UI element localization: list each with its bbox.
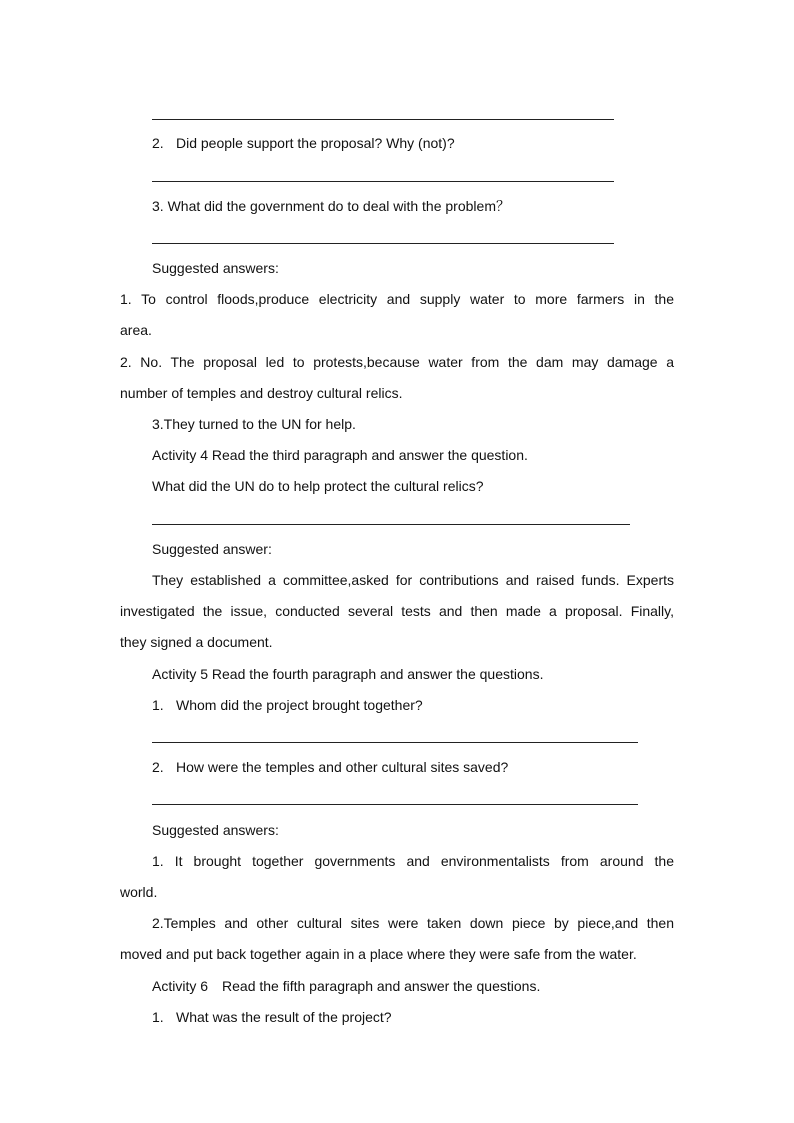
answer-line [152,119,614,120]
question-number: 2. [152,135,164,151]
answer-c2-line-2: moved and put back together again in a place where they were safe from the water. [120,946,637,962]
answer-b-line-3: they signed a document. [120,634,273,650]
answer-line [152,243,614,244]
activity-5-question-1 [152,696,423,714]
answer-b-line-1: They established a committee,asked for contributions and raised funds. Experts [152,572,674,588]
question-3: 3. What did the government do to deal with the problem？ [152,198,510,214]
answer-line [152,181,614,182]
suggested-answers-heading: Suggested answers: [152,260,279,276]
answer-2-line-1: 2. No. The proposal led to protests,because water from the dam may damage a [120,354,674,370]
question-number: 1. [152,1009,164,1025]
answer-2-line-2: number of temples and destroy cultural relics. [120,385,403,401]
answer-b-line-2: investigated the issue, conducted several tests and then made a proposal. Finally, [120,603,674,619]
activity-6-title [152,977,540,995]
answer-c2-line-1: 2.Temples and other cultural sites were taken down piece by piece,and then [152,915,674,931]
question-number: 2. [152,759,164,775]
answer-line [152,742,638,743]
answer-1-line-2: area. [120,322,152,338]
answer-line [152,804,638,805]
activity-4-title: Activity 4 Read the third paragraph and answer the question. [152,447,528,463]
answer-c1-line-1: 1. It brought together governments and environmentalists from around the [152,853,674,869]
answer-c1-line-2: world. [120,884,158,900]
question-text: How were the temples and other cultural sites saved? [176,759,509,775]
answer-line [152,524,630,525]
activity-6-question-1 [152,1008,392,1026]
activity-instruction: Read the fifth paragraph and answer the questions. [222,978,541,994]
suggested-answers-heading: Suggested answers: [152,822,279,838]
answer-3: 3.They turned to the UN for help. [152,416,356,432]
question-text: What was the result of the project? [176,1009,392,1025]
question-text: Whom did the project brought together? [176,697,423,713]
activity-label: Activity 6 [152,978,209,994]
activity-5-title: Activity 5 Read the fourth paragraph and answer the questions. [152,666,544,682]
activity-4-question: What did the UN do to help protect the cultural relics? [152,478,484,494]
question-number: 1. [152,697,164,713]
answer-1-line-1: 1. To control floods,produce electricity and supply water to more farmers in the [120,291,674,307]
suggested-answer-heading: Suggested answer: [152,541,272,557]
activity-5-question-2 [152,758,508,776]
question-text: Did people support the proposal? Why (not)? [176,135,455,151]
question-2 [152,134,455,152]
